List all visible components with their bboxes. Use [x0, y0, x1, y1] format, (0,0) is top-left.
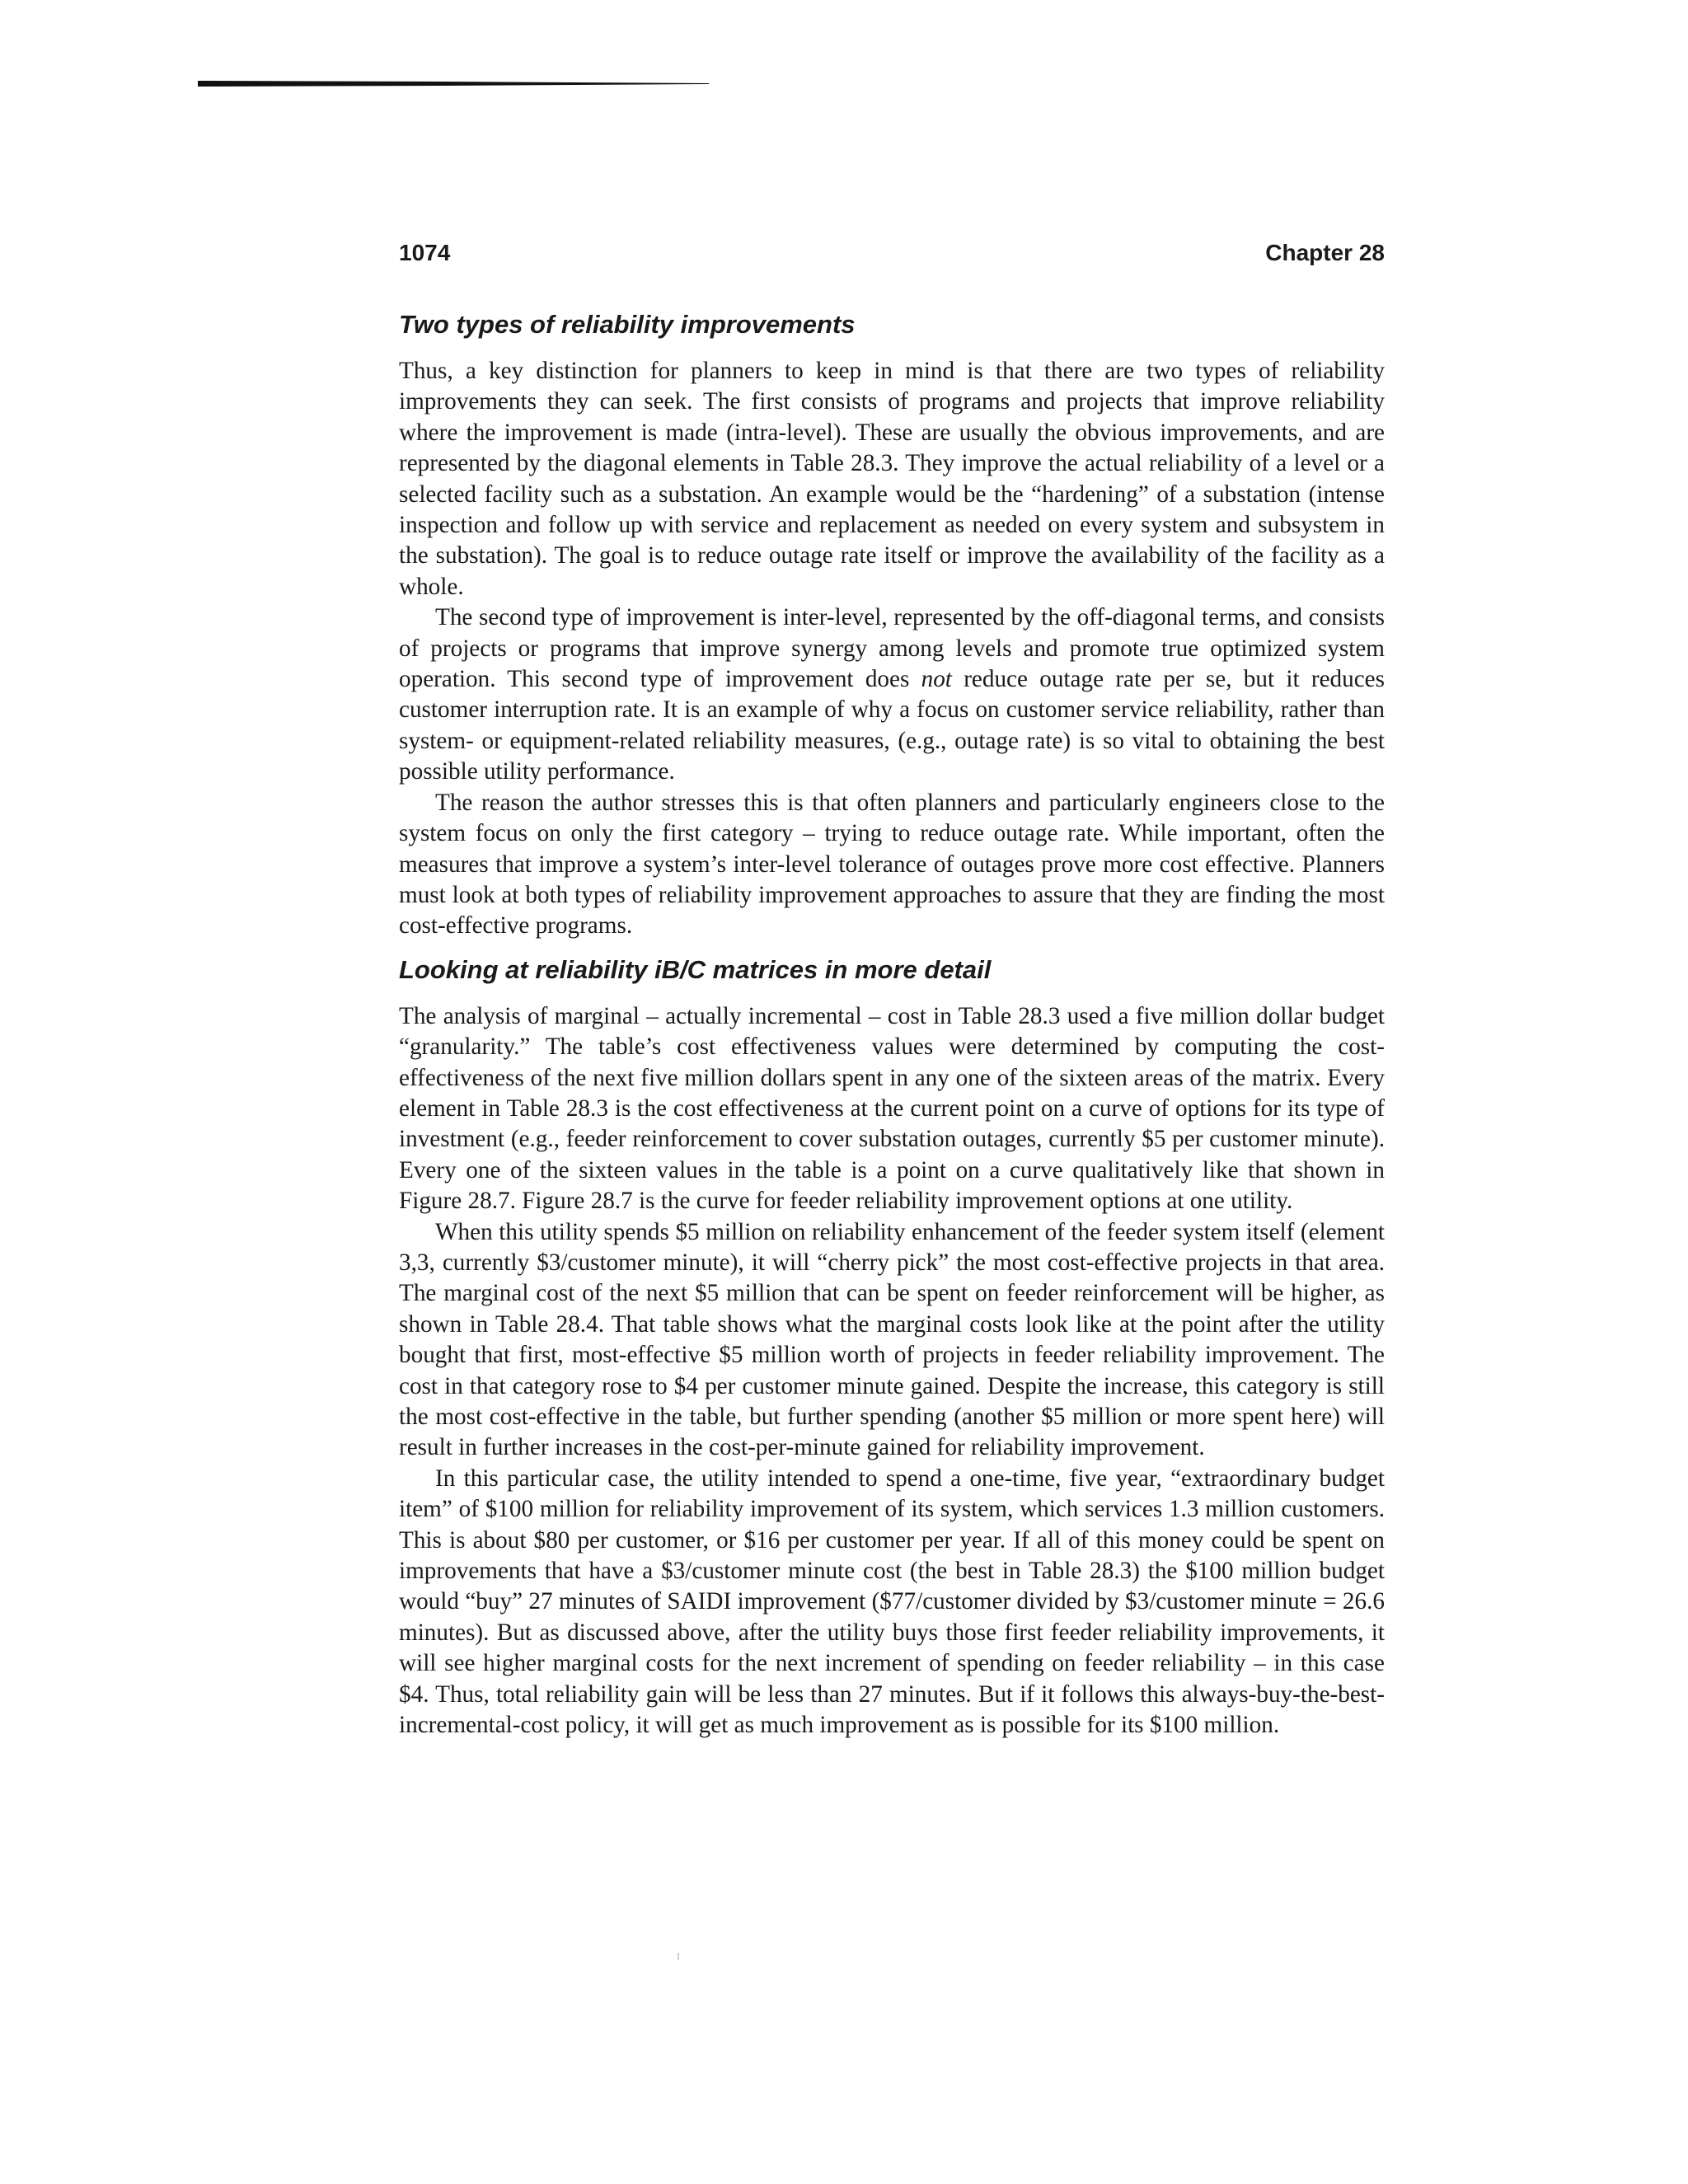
paragraph-text: The second type of improvement is inter-level, represented by the off-diagonal terms, and consists of projects or programs that improve synergy among levels and promote true optimized system operation. This second type of improvement does	[399, 604, 1385, 693]
chapter-label: Chapter 28	[1265, 240, 1385, 265]
paragraph-text: reduce outage rate per se, but it reduces customer interruption rate. It is an example of why a focus on customer service reliability, rather than system- or equipment-related reliability measures, (e.g., outage rate) is so vital to obtaining the best possible utility performance.	[399, 666, 1385, 785]
top-scan-rule	[198, 79, 709, 87]
paragraph: The analysis of marginal – actually incremental – cost in Table 28.3 used a five million dollar budget “granularity.” The table’s cost effectiveness values were determined by computing the cost-effectiveness of the next five million dollars spent in any one of the sixteen areas of the matrix. Every element in Table 28.3 is the cost effectiveness at the current point on a curve of options for its type of investment (e.g., feeder reinforcement to cover substation outages, currently $5 per customer minute). Every one of the sixteen values in the table is a point on a curve qualitatively like that shown in Figure 28.7. Figure 28.7 is the curve for feeder reliability improvement options at one utility.	[399, 1002, 1385, 1215]
paragraph: The reason the author stresses this is that often planners and particularly engineers close to the system focus on only the first category – trying to reduce outage rate. While important, often the measures that improve a system’s inter-level tolerance of outages prove more cost effective. Planners must look at both types of reliability improvement approaches to assure that they are finding the most cost-effective programs.	[399, 789, 1385, 940]
page-number: 1074	[399, 240, 451, 265]
emphasis-text: not	[921, 666, 952, 693]
section-heading-two-types: Two types of reliability improvements	[399, 310, 856, 339]
paragraph: In this particular case, the utility intended to spend a one-time, five year, “extraordinary budget item” of $100 million for reliability improvement of its system, which services 1.3 million customers. This is about $80 per customer, or $16 per customer per year. If all of this money could be spent on improvements that have a $3/customer minute cost (the best in Table 28.3) the $100 million budget would “buy” 27 minutes of SAIDI improvement ($77/customer divided by $3/customer minute = 26.6 minutes). But as discussed above, after the utility buys those first feeder reliability improvements, it will see higher marginal costs for the next increment of spending on feeder reliability – in this case $4. Thus, total reliability gain will be less than 27 minutes. But if it follows this always-buy-the-best-incremental-cost policy, it will get as much improvement as is possible for its $100 million.	[399, 1465, 1385, 1739]
running-header	[399, 237, 1385, 269]
paragraph-with-emphasis	[399, 602, 1385, 787]
scan-speck	[678, 1953, 679, 1960]
page-body	[399, 237, 1385, 1741]
paragraph: When this utility spends $5 million on reliability enhancement of the feeder system itself (element 3,3, currently $3/customer minute), it will “cherry pick” the most cost-effective projects in that area. The marginal cost of the next $5 million that can be spent on feeder reinforcement will be higher, as shown in Table 28.4. That table shows what the marginal costs look like at the point after the utility bought that first, most-effective $5 million worth of projects in feeder reliability improvement. The cost in that category rose to $4 per customer minute gained. Despite the increase, this category is still the most cost-effective in the table, but further spending (another $5 million or more spent here) will result in further increases in the cost-per-minute gained for reliability improvement.	[399, 1218, 1385, 1461]
paragraph: Thus, a key distinction for planners to keep in mind is that there are two types of reliability improvements they can seek. The first consists of programs and projects that improve reliability where the improvement is made (intra-level). These are usually the obvious improvements, and are represented by the diagonal elements in Table 28.3. They improve the actual reliability of a level or a selected facility such as a substation. An example would be the “hardening” of a substation (intense inspection and follow up with service and replacement as needed on every system and subsystem in the substation). The goal is to reduce outage rate itself or improve the availability of the facility as a whole.	[399, 358, 1385, 600]
section-heading-ibc-matrices: Looking at reliability iB/C matrices in more detail	[399, 954, 992, 984]
